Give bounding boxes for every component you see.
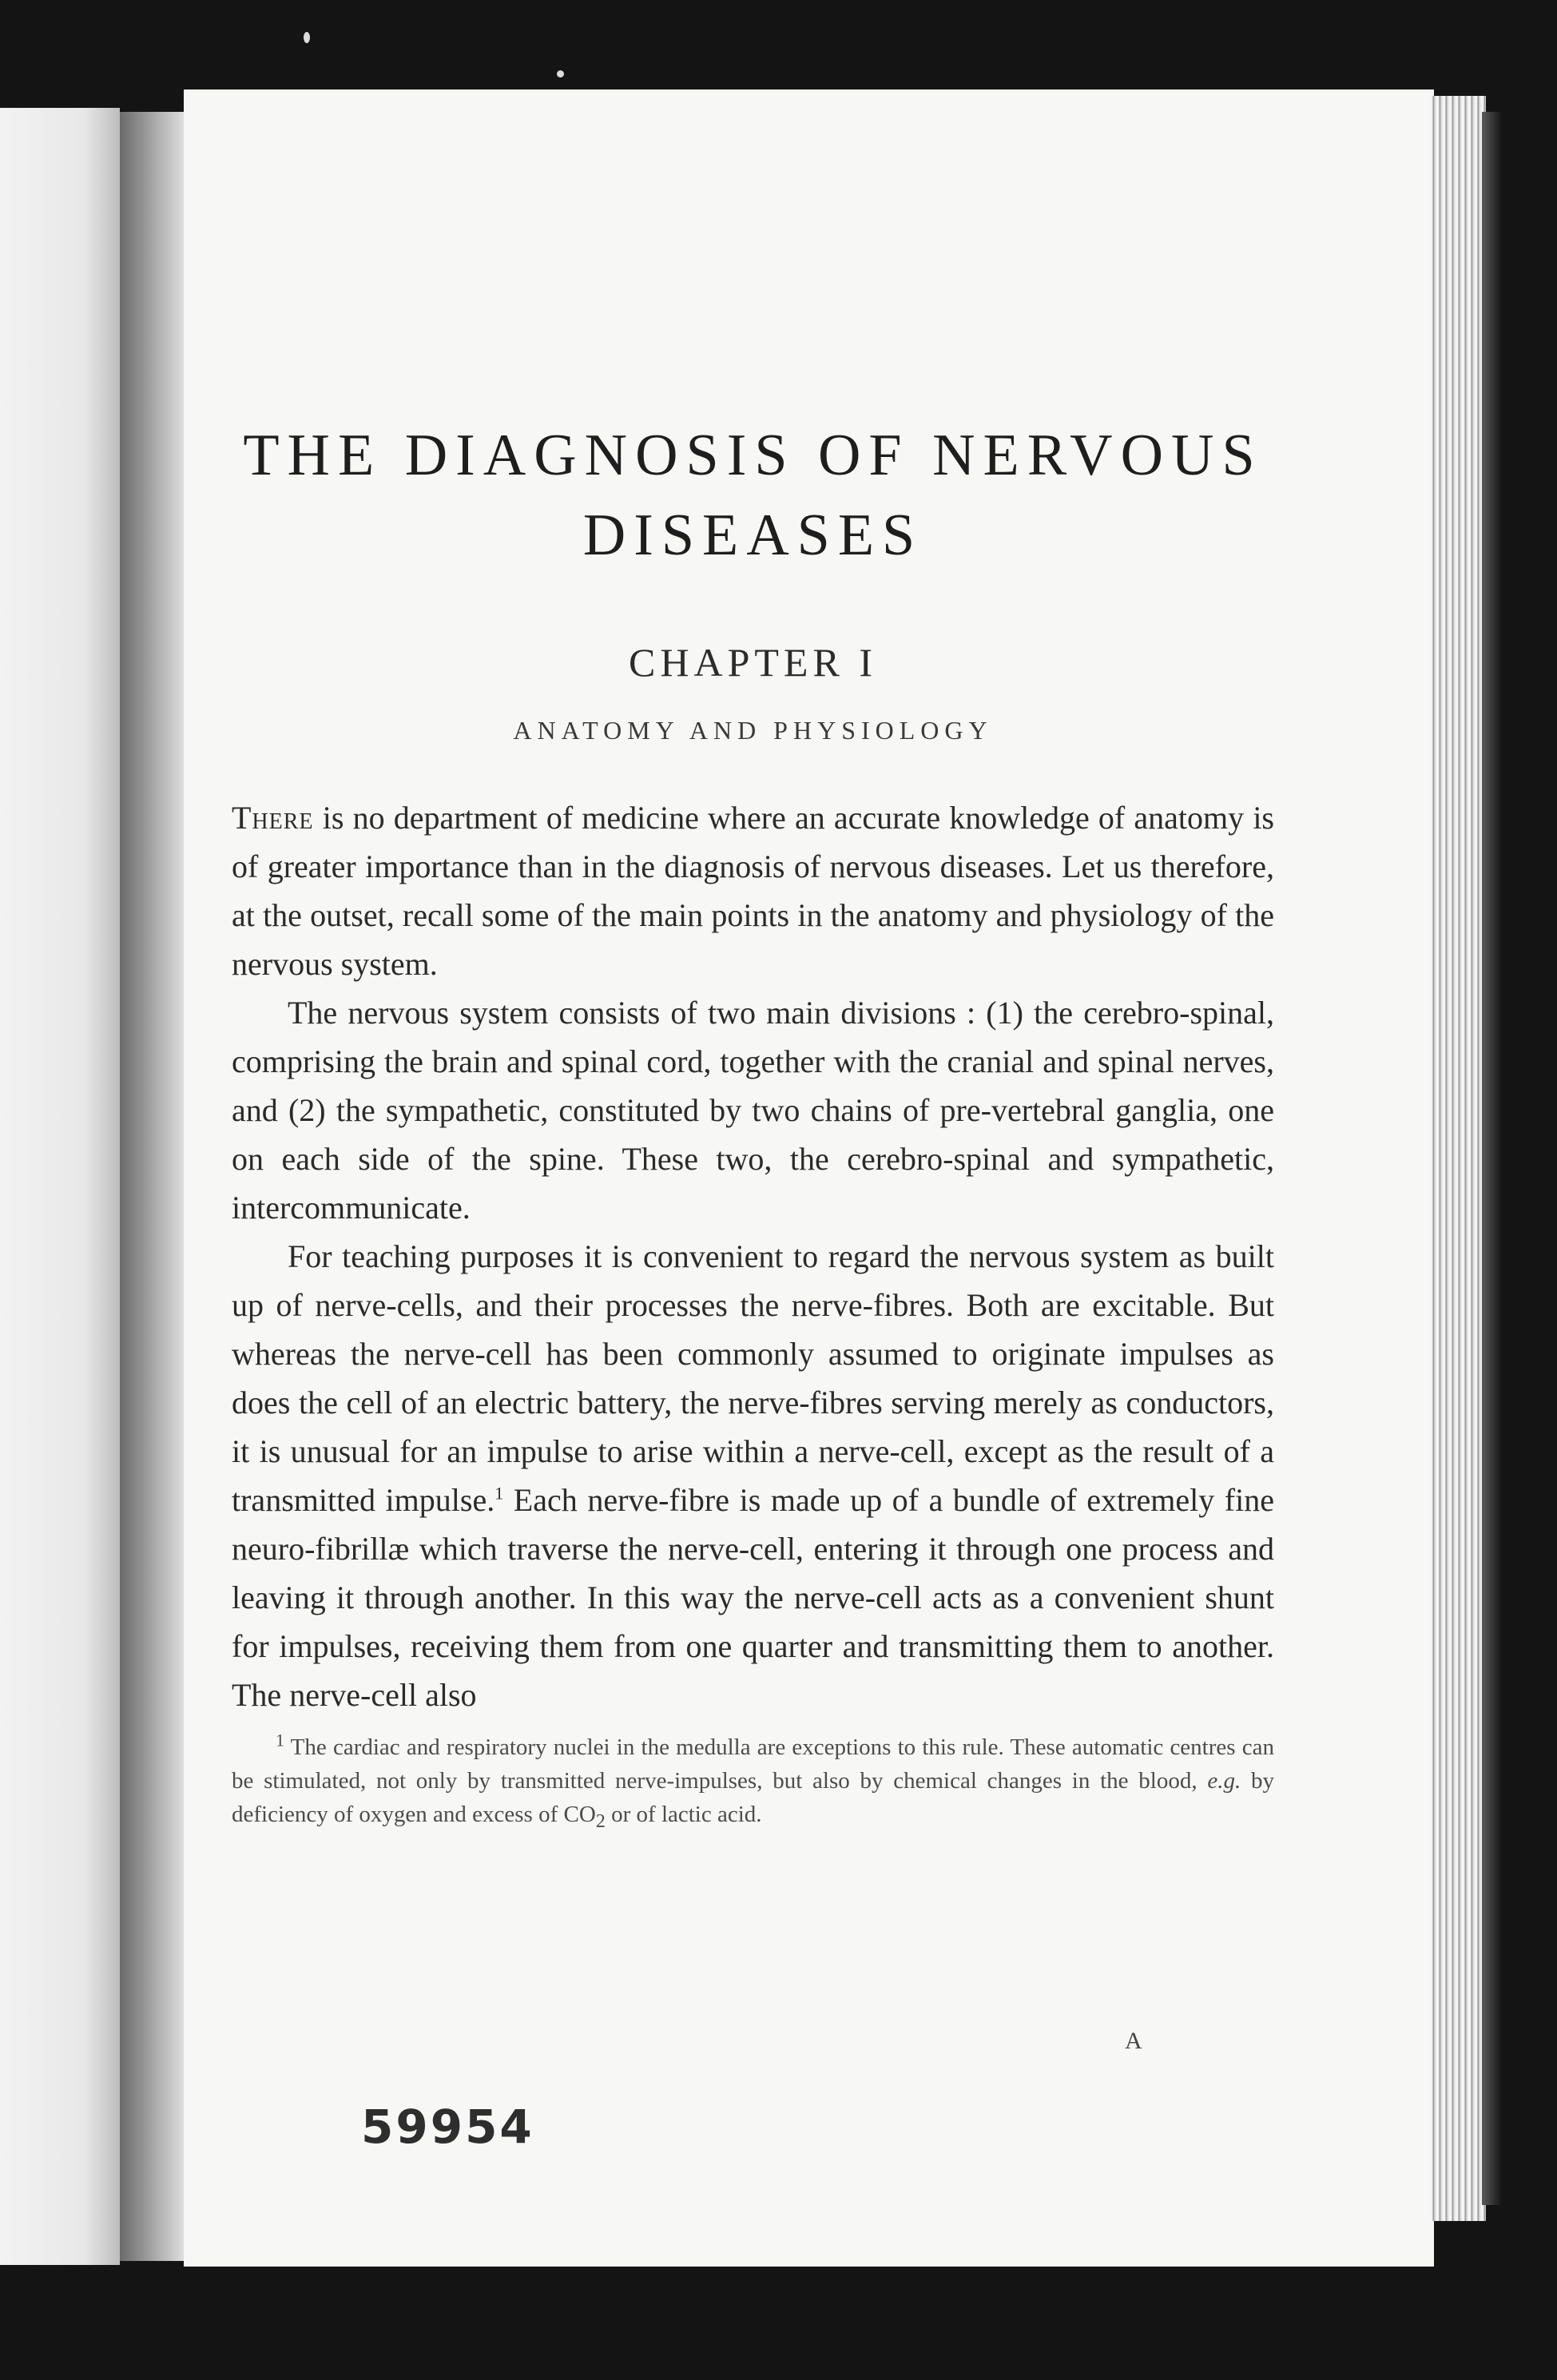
signature-mark: A <box>1125 2028 1142 2054</box>
paragraph-2: The nervous system consists of two main divisions : (1) the cerebro-spinal, comprising the brain and spinal cord, together with the cranial and spinal nerves, and (2) the sympathetic, constituted by two chains of pre-vertebral ganglia, one on each side of the spine. These two, the cerebro-spinal and sympathetic, intercommunicate. <box>232 995 1274 1226</box>
facing-page <box>0 108 120 2265</box>
paragraph-1 <box>232 793 1274 988</box>
footnote-text-2: by deficiency of oxygen and excess of CO <box>232 1768 1275 1827</box>
scan-speck <box>557 70 564 77</box>
scan-speck <box>304 32 310 43</box>
chapter-title: ANATOMY AND PHYSIOLOGY <box>513 716 993 745</box>
footnote <box>232 1730 1274 1838</box>
footnote-text-3: or of lactic acid. <box>605 1802 762 1827</box>
footnote-marker: 1 <box>276 1730 284 1750</box>
library-stamp-number: 59954 <box>361 2100 534 2154</box>
paragraph-1-text: is no department of medicine where an accurate knowledge of anatomy is of greater importance than in the diagnosis of nervous diseases. Let us therefore, at the outset, recall some of the main points in the anatomy and physiology of the nervous system. <box>232 800 1274 982</box>
page-block-edges <box>1430 96 1486 2221</box>
chapter-number: CHAPTER I <box>629 640 877 685</box>
book-title <box>232 415 1274 575</box>
book-title-line-2: DISEASES <box>582 503 923 568</box>
paragraph-3 <box>232 1232 1274 1719</box>
page-edge-shadow <box>1482 112 1502 2205</box>
book-title-line-1: THE DIAGNOSIS OF NERVOUS <box>243 423 1263 488</box>
footnote-eg: e.g. <box>1207 1768 1241 1794</box>
footnote-subscript: 2 <box>595 1810 606 1832</box>
page-text <box>232 415 1274 1861</box>
paragraph-1-lead-word: There <box>232 800 314 836</box>
paragraph-3-text-before-note: For teaching purposes it is convenient to regard the nervous system as built up of nerve-cells, and their processes the nerve-fibres. Both are excitable. But whereas the nerve-cell has been commonly assumed to originate impulses as does the cell of an electric battery, the nerve-fibres serving merely as conductors, it is unusual for an impulse to arise within a nerve-cell, except as the result of a transmitted impulse. <box>232 1238 1274 1518</box>
paragraph-3-text-after-note: Each nerve-fibre is made up of a bundle of extremely fine neuro-fibrillæ which traverse the nerve-cell, entering it through one process and leaving it through another. In this way the nerve-cell acts as a convenient shunt for impulses, receiving them from one quarter and transmitting them to another. The nerve-cell also <box>232 1482 1274 1713</box>
footnote-text-1: The cardiac and respiratory nuclei in the medulla are exceptions to this rule. These automatic centres can be stimulated, not only by transmitted nerve-impulses, but also by chemical changes in the blood, <box>232 1734 1274 1794</box>
footnote-reference: 1 <box>495 1483 504 1504</box>
